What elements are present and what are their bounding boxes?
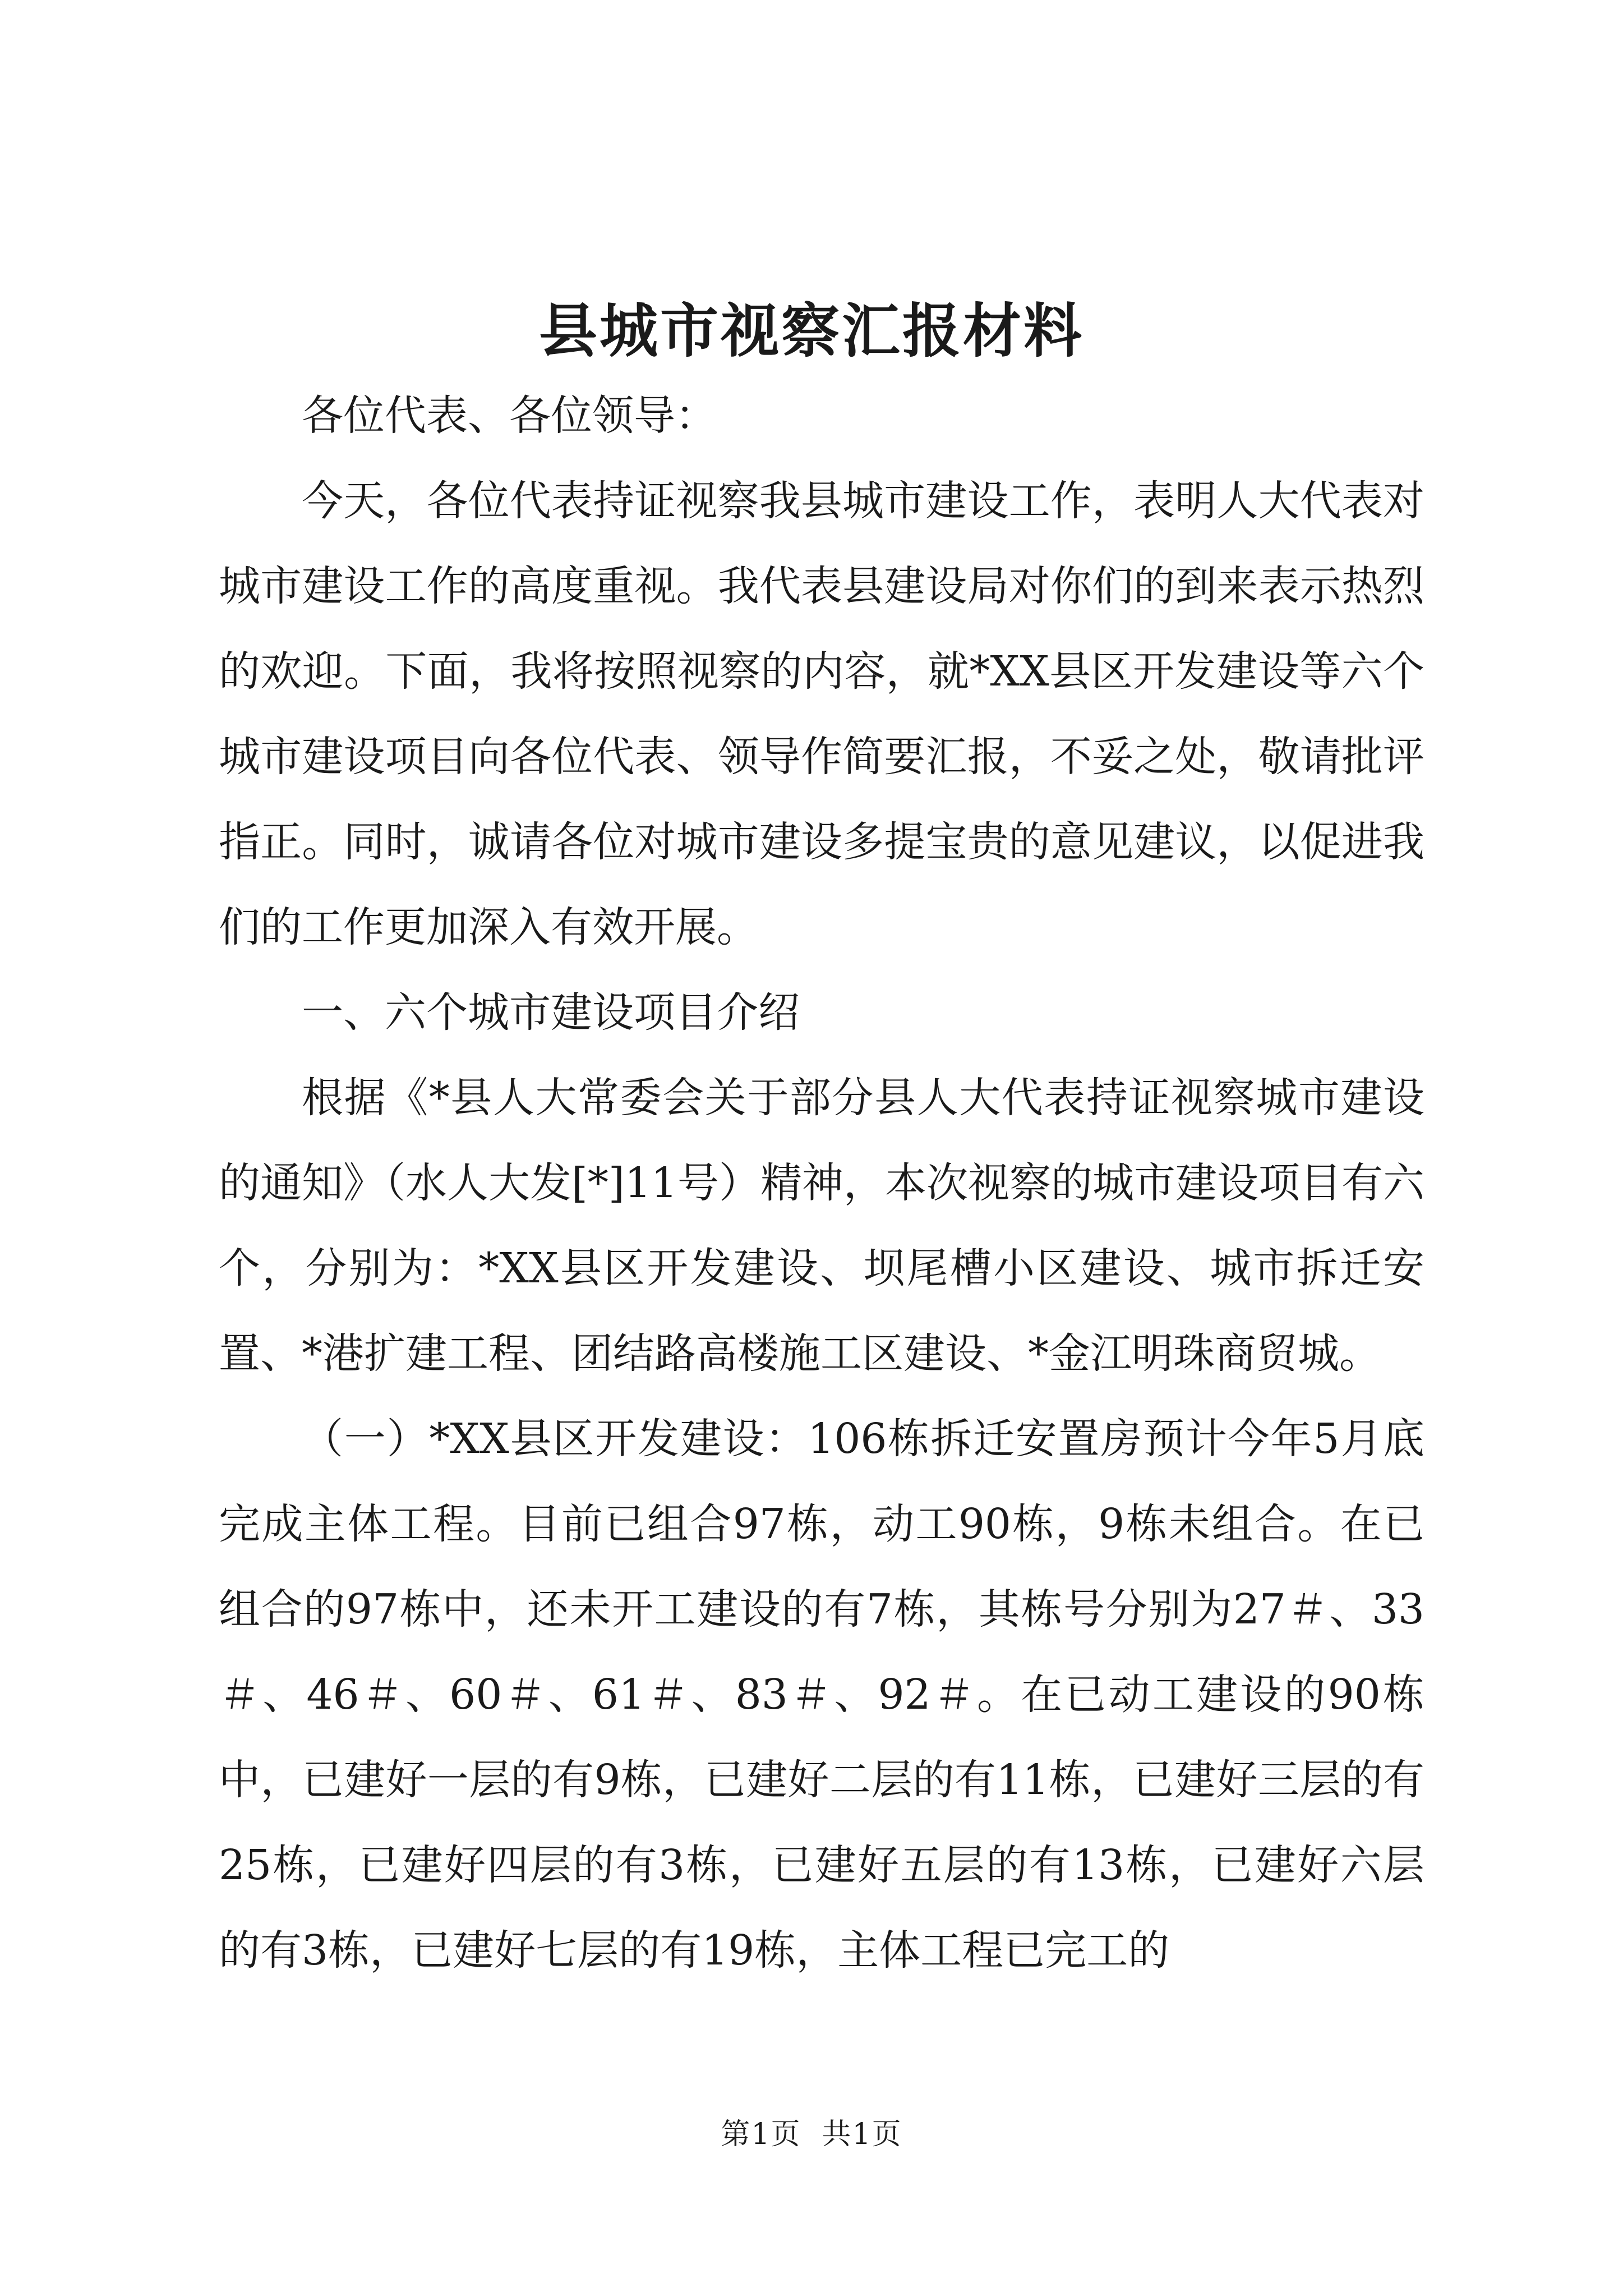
document-body <box>219 373 1424 1993</box>
page-number: 第1页 <box>721 2118 801 2151</box>
intro-paragraph: 今天，各位代表持证视察我县城市建设工作，表明人大代表对城市建设工作的高度重视。我代表县建设局对你们的到来表示热烈的欢迎。下面，我将按照视察的内容，就*XX县区开发建设等六个城市建设项目向各位代表、领导作简要汇报，不妥之处，敬请批评指正。同时，诚请各位对城市建设多提宝贵的意见建议，以促进我们的工作更加深入有效开展。 <box>219 477 1424 951</box>
section-heading-1: 一、六个城市建设项目介绍 <box>302 988 800 1037</box>
page-footer <box>0 2115 1623 2154</box>
project-1-paragraph: （一）*XX县区开发建设：106栋拆迁安置房预计今年5月底完成主体工程。目前已组合97栋，动工90栋，9栋未组合。在已组合的97栋中，还未开工建设的有7栋，其栋号分别为27＃、33＃、46＃、60＃、61＃、83＃、92＃。在已动工建设的90栋中，已建好一层的有9栋，已建好二层的有11栋，已建好三层的有25栋，已建好四层的有3栋，已建好五层的有13栋，已建好六层的有3栋，已建好七层的有19栋，主体工程已完工的 <box>219 1415 1424 1975</box>
salutation-paragraph: 各位代表、各位领导： <box>302 392 717 440</box>
document-title: 县城市视察汇报材料 <box>538 296 1084 365</box>
project-list-paragraph: 根据《*县人大常委会关于部分县人大代表持证视察城市建设的通知》（水人大发[*]11号）精神，本次视察的城市建设项目有六个，分别为：*XX县区开发建设、坝尾槽小区建设、城市拆迁安置、*港扩建工程、团结路高楼施工区建设、*金江明珠商贸城。 <box>219 1074 1424 1378</box>
page-total: 共1页 <box>822 2118 902 2151</box>
